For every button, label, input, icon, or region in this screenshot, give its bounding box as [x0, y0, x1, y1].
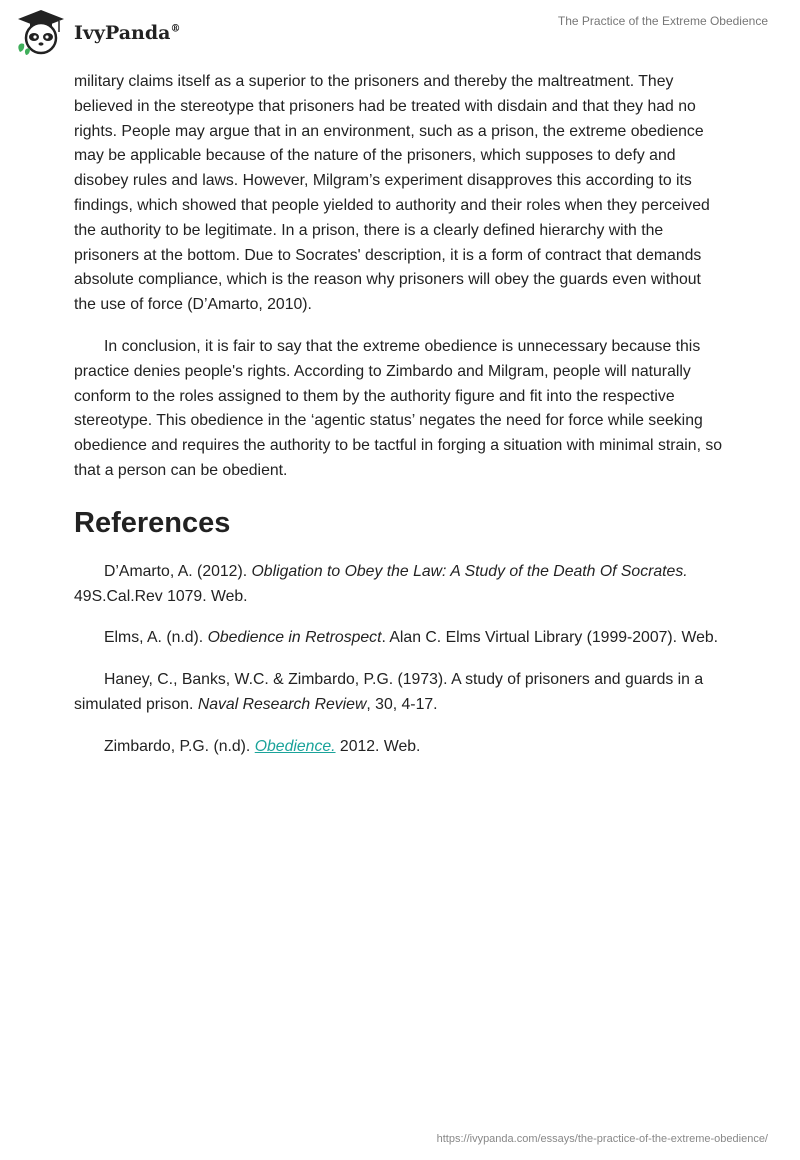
reference-item: Haney, C., Banks, W.C. & Zimbardo, P.G. (1973). A study of prisoners and guards in a simulated prison. Naval Research Review, 30, 4-17.	[74, 671, 704, 713]
reference-item: D’Amarto, A. (2012). Obligation to Obey the Law: A Study of the Death Of Socrates. 49S.Cal.Rev 1079. Web.	[74, 562, 688, 605]
running-title: The Practice of the Extreme Obedience	[557, 14, 768, 28]
page-header	[0, 0, 800, 62]
body-paragraph-2: In conclusion, it is fair to say that the extreme obedience is unnecessary because this practice denies people's rights. According to Zimbardo and Milgram, people will naturally conform to the roles assigned to them by the authority figure and fit into the respective stereotype. This obedience in the ‘agentic status’ negates the need for force while seeking obedience and requires the authority to be tactful in forging a situation with minimal strain, so that a person can be obedient.	[74, 337, 723, 479]
reference-item: Zimbardo, P.G. (n.d). Obedience. 2012. Web.	[104, 737, 421, 755]
references-heading: References	[74, 506, 231, 539]
logo-wordmark: IvyPanda®	[74, 22, 181, 44]
reference-item: Elms, A. (n.d). Obedience in Retrospect. Alan C. Elms Virtual Library (1999-2007). Web.	[104, 629, 719, 647]
document-body	[74, 70, 726, 777]
obedience-link[interactable]: Obedience.	[254, 737, 336, 755]
panda-graduate-icon	[14, 8, 68, 56]
body-paragraph-1: military claims itself as a superior to the prisoners and thereby the maltreatment. They believed in the stereotype that prisoners had be treated with disdain and that they had no rights. People may argue that in an environment, such as a prison, the extreme obedience may be applicable because of the nature of the prisoners, which supposes to defy and disobey rules and laws. However, Milgram’s experiment disapproves this according to its findings, which showed that people yielded to authority and their roles when they perceived the authority to be legitimate. In a prison, there is a clearly defined hierarchy with the prisoners at the bottom. Due to Socrates' description, it is a form of contract that demands absolute compliance, which is the reason why prisoners will obey the guards even without the use of force (D’Amarto, 2010).	[74, 73, 710, 314]
footer-source-url[interactable]: https://ivypanda.com/essays/the-practice-of-the-extreme-obedience/	[436, 1133, 768, 1145]
ivypanda-logo[interactable]	[14, 8, 180, 56]
